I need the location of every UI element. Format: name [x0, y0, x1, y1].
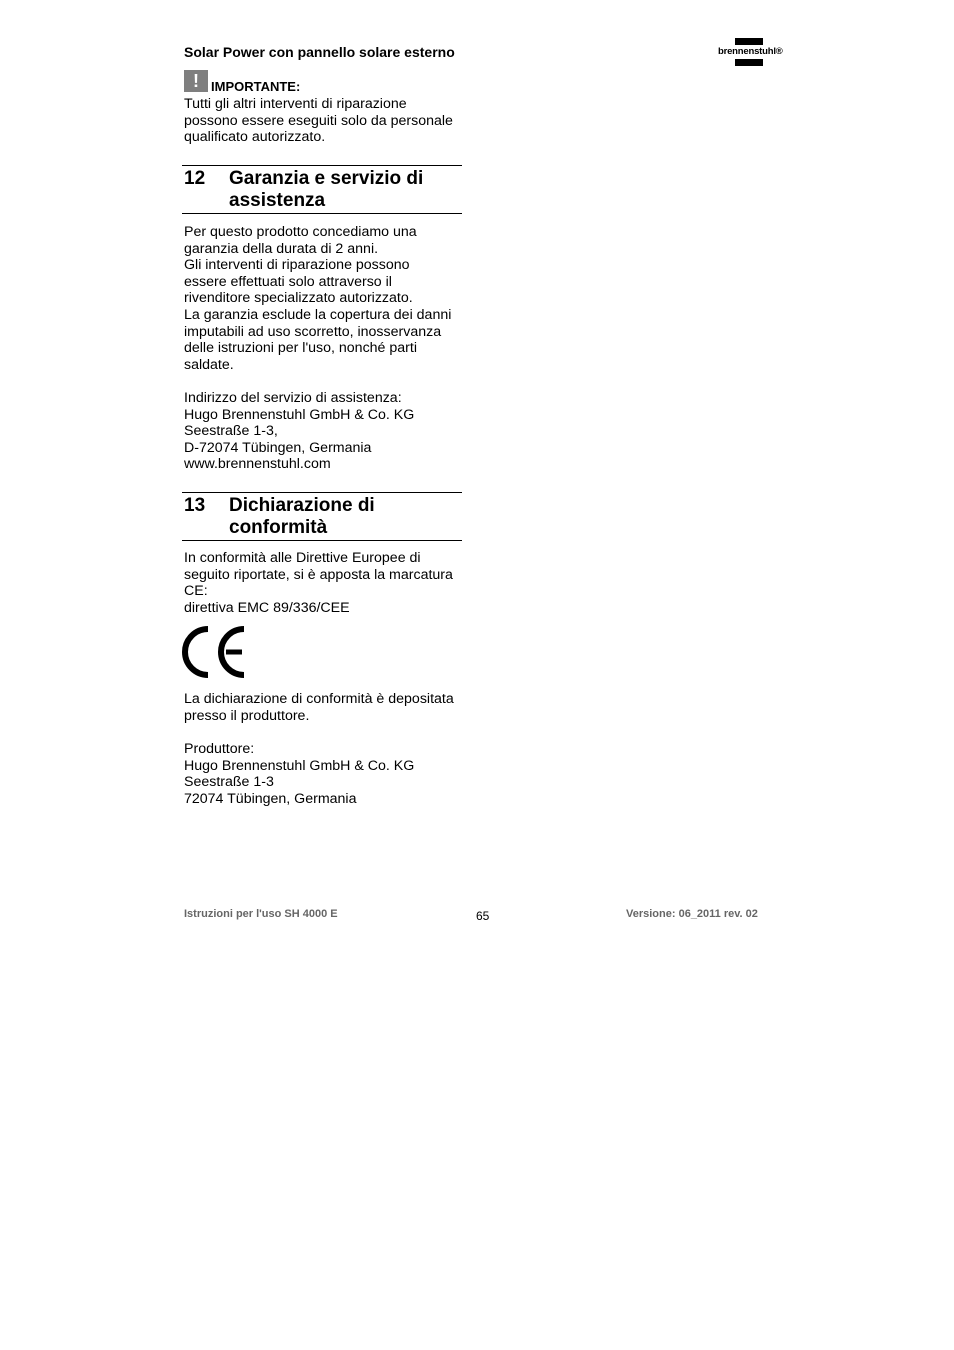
section-13-declaration-text: La dichiarazione di conformità è depositata presso il produttore.: [184, 691, 454, 724]
section-13-directive-text: In conformità alle Direttive Europee di seguito riportate, si è apposta la marcatura CE: direttiva EMC 89/336/CEE: [184, 550, 453, 616]
section-12-service-address: Indirizzo del servizio di assistenza: Hugo Brennenstuhl GmbH & Co. KG Seestraße 1-3, D-72074 Tübingen, Germania www.brennenstuhl.com: [184, 390, 415, 473]
warning-text: Tutti gli altri interventi di riparazione possono essere eseguiti solo da personale qualificato autorizzato.: [184, 96, 453, 146]
logo-wordmark: brennenstuhl®: [718, 46, 783, 57]
section-12-bottom-rule: [182, 213, 462, 214]
section-12-top-rule: [182, 165, 462, 166]
section-13-title: Dichiarazione di conformità: [229, 495, 375, 538]
section-12-warranty-text: Per questo prodotto concediamo una garanzia della durata di 2 anni. Gli interventi di riparazione possono essere effettuati solo attraverso il rivenditore specializzato autorizzato. La garanzia esclude la copertura dei danni imputabili ad uso scorretto, inosservanza delle istruzioni per l'uso, nonché parti saldate.: [184, 224, 452, 373]
logo-bar-bottom: [735, 59, 763, 66]
page-number: 65: [476, 909, 490, 923]
page-header-title: Solar Power con pannello solare esterno: [184, 44, 455, 60]
section-13-manufacturer: Produttore: Hugo Brennenstuhl GmbH & Co. KG Seestraße 1-3 72074 Tübingen, Germania: [184, 741, 415, 807]
section-13-bottom-rule: [182, 540, 462, 541]
exclamation-icon: !: [184, 70, 208, 92]
brand-logo: [718, 38, 784, 68]
logo-bar-top: [735, 38, 763, 45]
section-13-number: 13: [184, 495, 206, 516]
section-12-title: Garanzia e servizio di assistenza: [229, 168, 424, 211]
ce-mark-icon: [182, 626, 250, 678]
warning-label: IMPORTANTE:: [211, 79, 301, 94]
footer-manual-title: Istruzioni per l'uso SH 4000 E: [184, 908, 338, 920]
section-12-number: 12: [184, 168, 206, 189]
section-13-top-rule: [182, 492, 462, 493]
footer-version: Versione: 06_2011 rev. 02: [626, 908, 758, 920]
